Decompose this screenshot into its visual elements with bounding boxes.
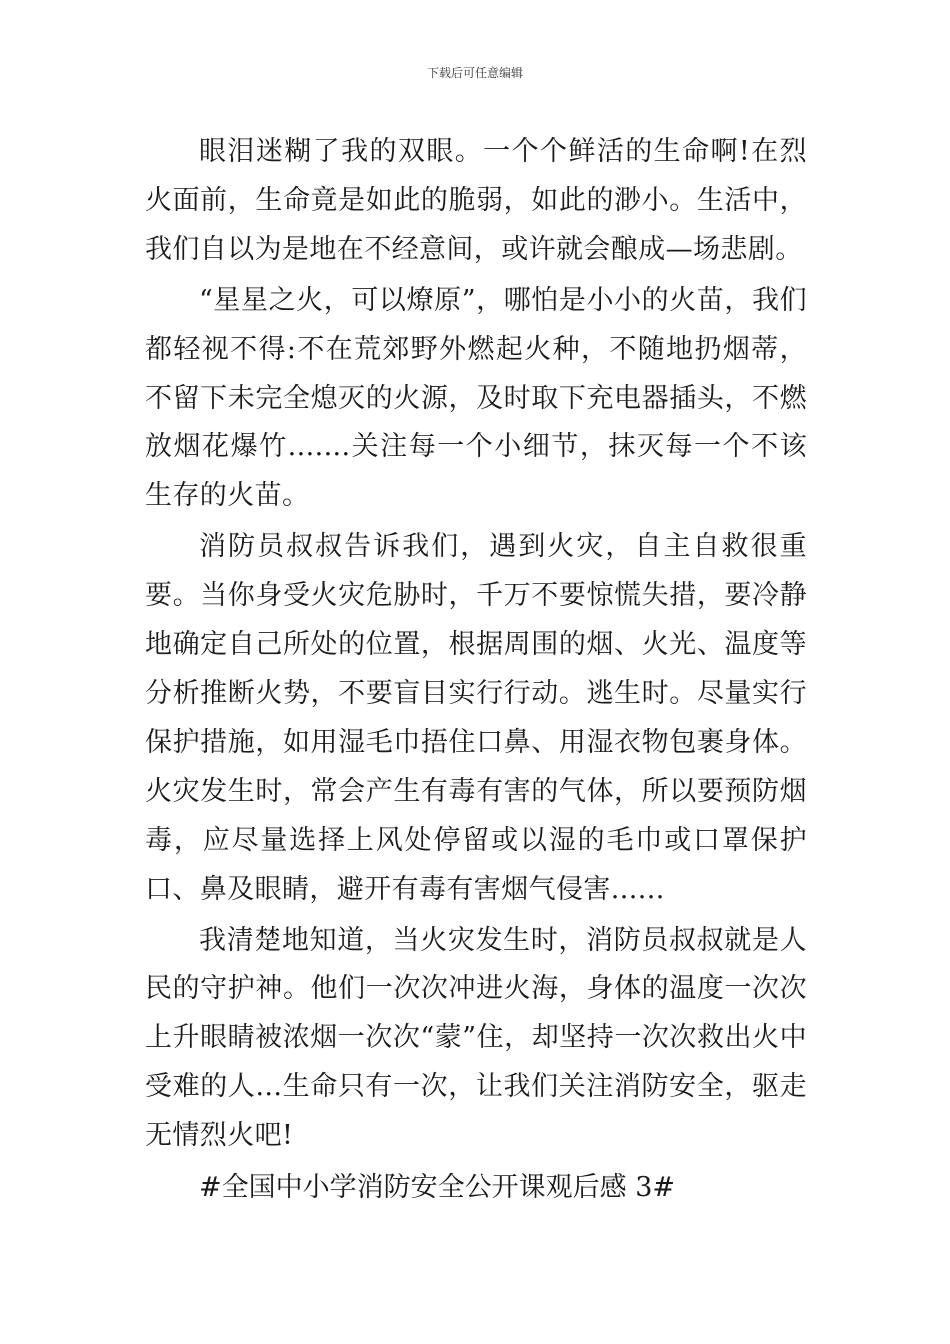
header-note: 下载后可任意编辑	[426, 66, 523, 80]
paragraph-3: 消防员叔叔告诉我们，遇到火灾，自主自救很重要。当你身受火灾危胁时，千万不要惊慌失措，要冷静地确定自己所处的位置，根据周围的烟、火光、温度等分析推断火势，不要盲目实行行动。逃生时。尽量实行保护措施，如用湿毛巾捂住口鼻、用湿衣物包裹身体。火灾发生时，常会产生有毒有害的气体，所以要预防烟毒，应尽量选择上风处停留或以湿的毛巾或口罩保护口、鼻及眼睛，避开有毒有害烟气侵害......	[145, 531, 807, 905]
paragraph-1: 眼泪迷糊了我的双眼。一个个鲜活的生命啊!在烈火面前，生命竟是如此的脆弱，如此的渺小。生活中，我们自以为是地在不经意间，或许就会酿成—场悲剧。	[145, 136, 807, 265]
section-heading: #全国中小学消防安全公开课观后感 3#	[199, 1172, 676, 1204]
paragraph-4: 我清楚地知道，当火灾发生时，消防员叔叔就是人民的守护神。他们一次次冲进火海，身体的温度一次次上升眼睛被浓烟一次次“蒙”住，却坚持一次次救出火中受难的人...生命只有一次，让我们关注消防安全，驱走无情烈火吧!	[145, 924, 807, 1152]
paragraph-2: “星星之火，可以燎原”，哪怕是小小的火苗，我们都轻视不得:不在荒郊野外燃起火种，不随地扔烟蒂，不留下未完全熄灭的火源，及时取下充电器插头，不燃放烟花爆竹.......关注每一个小细节，抹灭每一个不该生存的火苗。	[145, 284, 807, 512]
document-body	[145, 128, 807, 1213]
